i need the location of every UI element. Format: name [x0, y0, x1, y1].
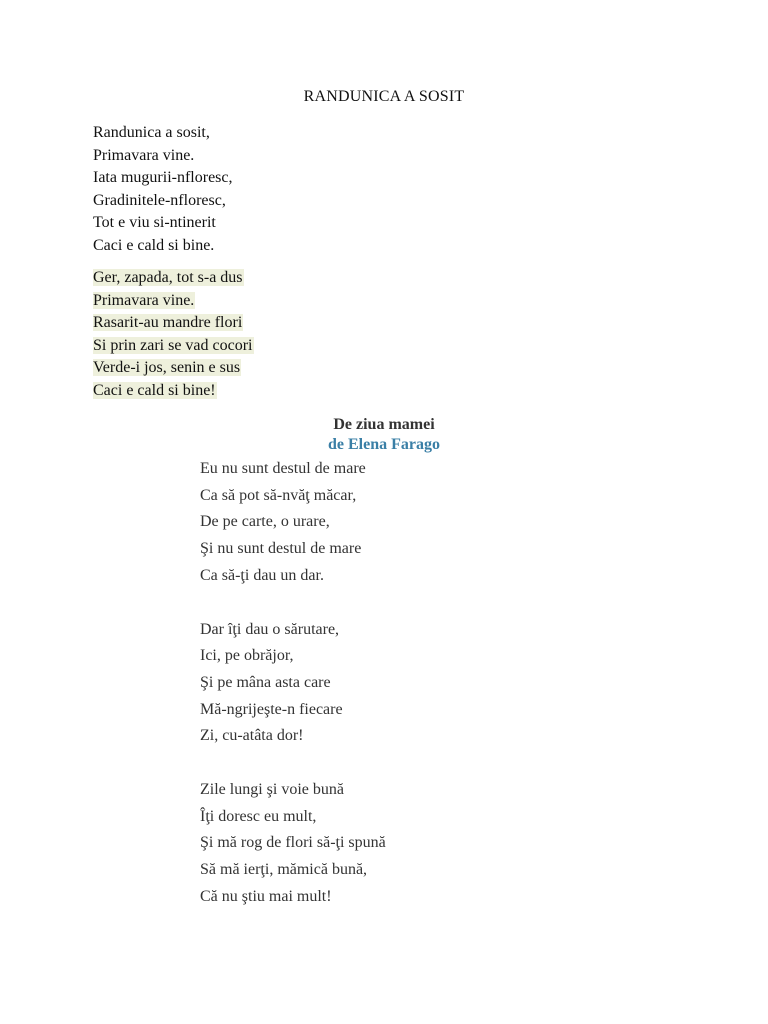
highlighted-line: Verde-i jos, senin e sus: [93, 359, 241, 377]
poem-line: Primavara vine.: [93, 146, 195, 164]
poem-line: Mă-ngrijeşte-n fiecare: [200, 700, 343, 718]
poem-line: Gradinitele-nfloresc,: [93, 191, 226, 209]
second-poem-body: [200, 456, 386, 911]
poem-line: Iata mugurii-nfloresc,: [93, 169, 233, 187]
poem-line: Să mă ierţi, mămică bună,: [200, 861, 368, 879]
highlighted-line: Caci e cald si bine!: [93, 381, 216, 399]
poem-line: Şi pe mâna asta care: [200, 673, 331, 691]
stanza-gap: [200, 590, 386, 617]
poem-line: Ici, pe obrăjor,: [200, 647, 294, 665]
poem-line: Caci e cald si bine.: [93, 236, 215, 254]
poem-line: Că nu ştiu mai mult!: [200, 887, 332, 905]
poem-line: Randunica a sosit,: [93, 124, 210, 141]
poem-title: RANDUNICA A SOSIT: [303, 88, 465, 105]
second-poem-title: De ziua mamei: [333, 416, 435, 433]
poem-line: Zile lungi şi voie bună: [200, 781, 344, 799]
poem-line: De pe carte, o urare,: [200, 513, 330, 531]
poem-stanza-1: [93, 122, 233, 258]
poem-line: Dar îţi dau o sărutare,: [200, 620, 340, 638]
highlighted-line: Rasarit-au mandre flori: [93, 314, 243, 332]
poem-line: Tot e viu si-ntinerit: [93, 214, 216, 232]
poem-line: Ca să pot să-nvăţ măcar,: [200, 486, 357, 504]
highlighted-line: Si prin zari se vad cocori: [93, 336, 253, 354]
poem-stanza-2-highlighted: [93, 267, 254, 403]
poem-line: Ca să-ţi dau un dar.: [200, 566, 324, 584]
stanza-gap: [200, 750, 386, 777]
poem-line: Îţi doresc eu mult,: [200, 807, 317, 825]
highlighted-line: Ger, zapada, tot s-a dus: [93, 269, 243, 286]
poem-line: Zi, cu-atâta dor!: [200, 727, 304, 745]
highlighted-line: Primavara vine.: [93, 291, 195, 309]
poem-line: Eu nu sunt destul de mare: [200, 460, 366, 477]
second-poem-author: de Elena Farago: [328, 436, 440, 453]
poem-line: Şi nu sunt destul de mare: [200, 540, 362, 558]
poem-line: Şi mă rog de flori să-ţi spună: [200, 834, 386, 852]
